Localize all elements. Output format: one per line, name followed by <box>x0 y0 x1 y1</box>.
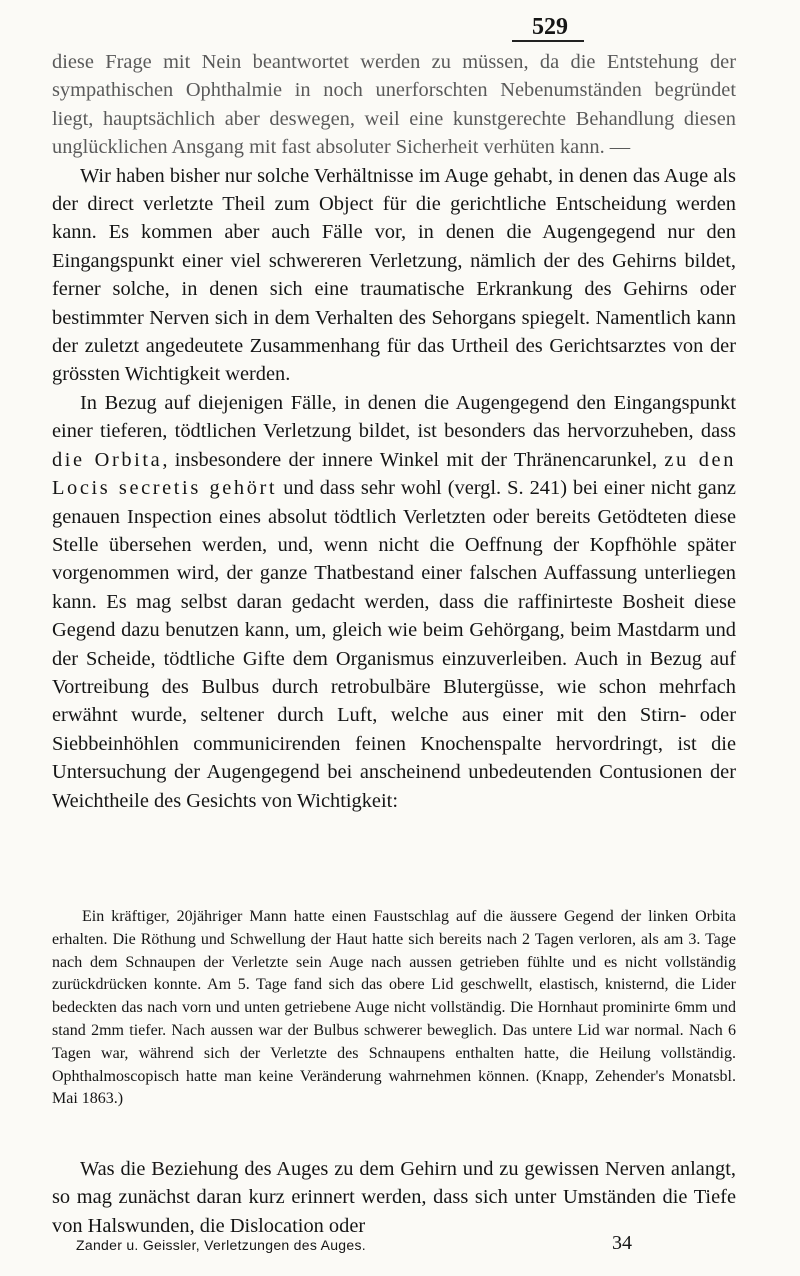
paragraph-continuation: diese Frage mit Nein beantwortet werden zu müssen, da die Entstehung der sympathischen Ophthalmie in noch unerforschten Nebenumständen begründet liegt, hauptsächlich aber deswegen, weil eine kunstgerechte Behandlung diesen unglücklichen Ansgang mit fast absoluter Sicherheit verhüten kann. — <box>52 51 736 159</box>
locis-secretis-emphasis: zu den Locis secretis gehört <box>52 448 736 500</box>
closing-text <box>52 1155 736 1240</box>
orbita-emphasis: die Orbita <box>52 448 163 471</box>
case-report-text: Ein kräftiger, 20jähriger Mann hatte einen Faustschlag auf die äussere Gegend der linken Orbita erhalten. Die Röthung und Schwellung der Haut hatte sich bereits nach 2 Tagen verloren, als am 3. Tage nach dem Schnaupen der Verletzte sein Auge nach aussen getrieben fühlte und es nicht vollständig zurückdrücken konnte. Am 5. Tage fand sich das obere Lid geschwellt, elastisch, knisternd, die Lider bedeckten das nach vorn und unten getriebene Auge nicht vollständig. Die Hornhaut prominirte 6mm und stand 2mm tiefer. Nach aussen war der Bulbus schwerer beweglich. Das untere Lid war normal. Nach 6 Tagen war, während sich der Verletzte des Schnaupens enthalten hatte, die Heilung vollständig. Ophthalmoscopisch hatte man keine Veränderung wahrnehmen können. (Knapp, Zehender's Monatsbl. Mai 1863.) <box>52 908 736 1108</box>
orbita-text-middle: , insbesondere der innere Winkel mit der Thränencarunkel, <box>162 448 665 471</box>
case-report <box>52 906 736 1111</box>
paragraph-nerves: Was die Beziehung des Auges zu dem Gehirn und zu gewissen Nerven anlangt, so mag zunächst daran kurz erinnert werden, dass sich unter Umständen die Tiefe von Halswunden, die Dislocation oder <box>52 1158 736 1237</box>
page-number: 529 <box>532 14 568 40</box>
paragraph-orbita <box>52 389 736 815</box>
page-number-underline <box>512 40 584 42</box>
paragraph-brain-injury: Wir haben bisher nur solche Verhältnisse im Auge gehabt, in denen das Auge als der direct verletzte Theil zum Object für die gerichtliche Entscheidung werden kann. Es kommen aber auch Fälle vor, in denen die Augengegend nur den Eingangspunkt einer viel schwereren Verletzung, nämlich der des Gehirns bildet, ferner solche, in denen sich eine traumatische Erkrankung des Gehirns oder bestimmter Nerven sich in dem Verhalten des Sehorgans spiegelt. Namentlich kann der zuletzt angedeutete Zusammenhang für das Urtheil des Gerichtsarztes von der grössten Wichtigkeit werden. <box>52 164 736 386</box>
footer-signature: Zander u. Geissler, Verletzungen des Auges. <box>76 1237 366 1253</box>
orbita-text-end: und dass sehr wohl (vergl. S. 241) bei einer nicht ganz genauen Inspection eines absolut tödtlich Verletzten oder bereits Getödteten diese Stelle übersehen werden, und, wenn nicht die Oeffnung der Kopfhöhle später vorgenommen wird, der ganze Thatbestand einer falschen Auffassung unterliegen kann. Es mag selbst daran gedacht werden, dass die raffinirteste Bosheit diese Gegend dazu benutzen kann, um, gleich wie beim Gehörgang, beim Mastdarm und der Scheide, tödtliche Gifte dem Organismus einzuverleiben. Auch in Bezug auf Vortreibung des Bulbus durch retrobulbäre Blutergüsse, wie schon mehrfach erwähnt wurde, seltener durch Luft, welche aus einer mit den Stirn- oder Siebbeinhöhlen communicirenden feinen Knochenspalte hervordringt, ist die Untersuchung der Augengegend bei anscheinend unbedeutenden Contusionen der Weichtheile des Gesichts von Wichtigkeit: <box>52 477 736 812</box>
main-text <box>52 48 736 815</box>
orbita-text-start: In Bezug auf diejenigen Fälle, in denen die Augengegend den Eingangspunkt einer tieferen, tödtlichen Verletzung bildet, ist besonders das hervorzuheben, dass <box>52 391 736 443</box>
sheet-number: 34 <box>612 1232 632 1254</box>
